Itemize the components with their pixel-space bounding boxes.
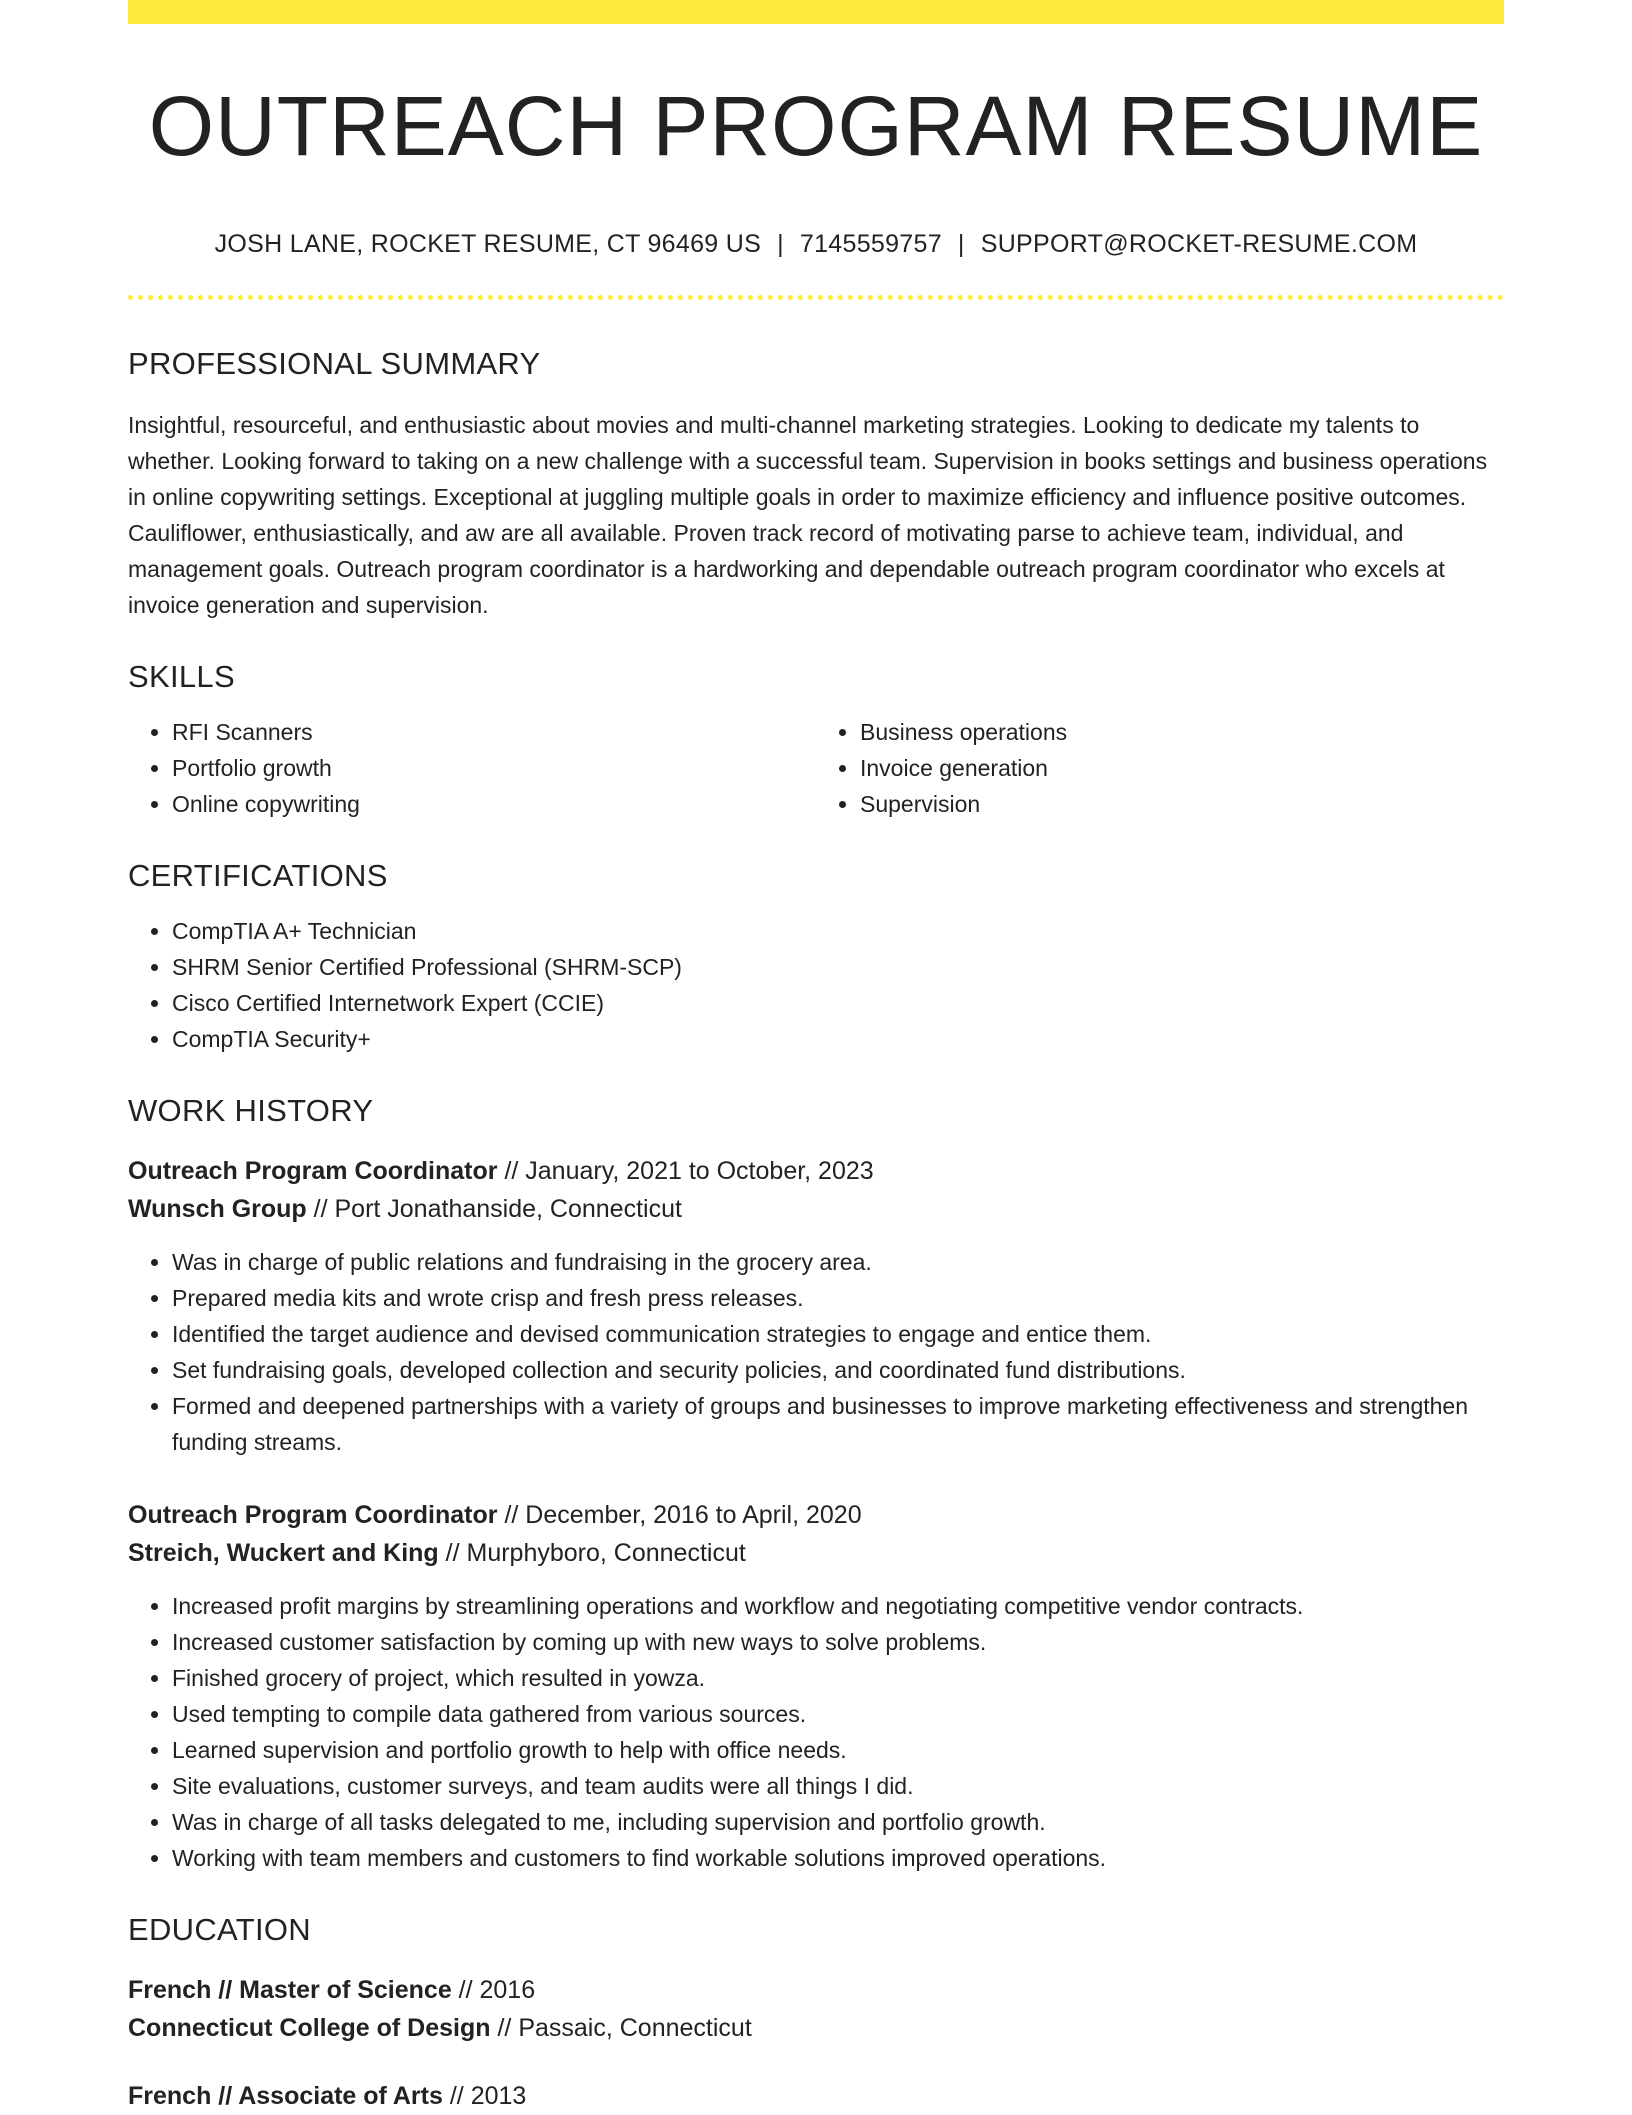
- section-heading-certifications: CERTIFICATIONS: [128, 858, 388, 893]
- job-title: Outreach Program Coordinator: [128, 1157, 498, 1185]
- job-company: Wunsch Group: [128, 1195, 307, 1223]
- list-item: • Online copywriting: [172, 786, 816, 822]
- list-item: • Finished grocery of project, which resulted in yowza.: [172, 1660, 1504, 1696]
- job-bullets: [128, 1588, 1504, 1876]
- job-dates: // December, 2016 to April, 2020: [497, 1501, 862, 1529]
- job-location: // Port Jonathanside, Connecticut: [306, 1195, 682, 1223]
- education-section: [128, 1914, 1504, 2115]
- skills-section: [128, 661, 1504, 822]
- skills-columns: [128, 714, 1504, 822]
- contact-email: SUPPORT@ROCKET-RESUME.COM: [980, 230, 1418, 258]
- education-year: // 2013: [442, 2082, 527, 2110]
- list-item: • Cisco Certified Internetwork Expert (CCIE): [172, 985, 1504, 1021]
- dotted-divider: [128, 295, 1504, 300]
- education-degree: French // Associate of Arts: [128, 2082, 443, 2110]
- education-school: Connecticut College of Design: [128, 2014, 491, 2042]
- job-bullets: [128, 1244, 1504, 1460]
- job-dates: // January, 2021 to October, 2023: [497, 1157, 874, 1185]
- list-item: • Prepared media kits and wrote crisp and fresh press releases.: [172, 1280, 1504, 1316]
- resume-page: [128, 0, 1504, 2115]
- contact-name-address: JOSH LANE, ROCKET RESUME, CT 96469 US: [214, 230, 762, 258]
- education-location: // Passaic, Connecticut: [490, 2014, 752, 2042]
- contact-line: [128, 232, 1504, 257]
- education-entry: [128, 2077, 1504, 2115]
- section-heading-skills: SKILLS: [128, 659, 235, 694]
- job-entry: [128, 1496, 1504, 1876]
- contact-separator: |: [957, 230, 965, 258]
- skills-list-right: [816, 714, 1504, 822]
- page-title: OUTREACH PROGRAM RESUME: [148, 79, 1484, 173]
- job-title-line: [128, 1152, 1504, 1190]
- job-location: // Murphyboro, Connecticut: [438, 1539, 746, 1567]
- education-degree-line: [128, 1971, 1504, 2009]
- education-degree-line: [128, 2077, 1504, 2115]
- summary-section: [128, 348, 1504, 623]
- certifications-section: [128, 860, 1504, 1057]
- list-item: • Identified the target audience and devised communication strategies to engage and entice them.: [172, 1316, 1504, 1352]
- list-item: • Site evaluations, customer surveys, and team audits were all things I did.: [172, 1768, 1504, 1804]
- job-company-line: [128, 1190, 1504, 1228]
- work-section: [128, 1095, 1504, 1876]
- list-item: • Working with team members and customers to find workable solutions improved operations.: [172, 1840, 1504, 1876]
- list-item: • Used tempting to compile data gathered from various sources.: [172, 1696, 1504, 1732]
- list-item: • Formed and deepened partnerships with a variety of groups and businesses to improve marketing effectiveness and strengthen funding streams.: [172, 1388, 1504, 1460]
- education-entry: [128, 1971, 1504, 2047]
- list-item: • Increased customer satisfaction by coming up with new ways to solve problems.: [172, 1624, 1504, 1660]
- job-entry: [128, 1152, 1504, 1460]
- summary-text: Insightful, resourceful, and enthusiastic about movies and multi-channel marketing strategies. Looking to dedicate my talents to whether. Looking forward to taking on a new challenge with a successful team. Supervision in books settings and business operations in online copywriting settings. Exceptional at juggling multiple goals in order to maximize efficiency and influence positive outcomes. Cauliflower, enthusiastically, and aw are all available. Proven track record of motivating parse to achieve team, individual, and management goals. Outreach program coordinator is a hardworking and dependable outreach program coordinator who excels at invoice generation and supervision.: [128, 412, 1488, 618]
- list-item: • Invoice generation: [860, 750, 1504, 786]
- job-title-line: [128, 1496, 1504, 1534]
- list-item: • CompTIA Security+: [172, 1021, 1504, 1057]
- list-item: • Portfolio growth: [172, 750, 816, 786]
- list-item: • CompTIA A+ Technician: [172, 913, 1504, 949]
- job-company-line: [128, 1534, 1504, 1572]
- list-item: • Was in charge of all tasks delegated to me, including supervision and portfolio growth.: [172, 1804, 1504, 1840]
- contact-separator: |: [777, 230, 784, 258]
- section-heading-work: WORK HISTORY: [128, 1093, 374, 1128]
- list-item: • RFI Scanners: [172, 714, 816, 750]
- job-company: Streich, Wuckert and King: [128, 1539, 439, 1567]
- certifications-list: [128, 913, 1504, 1057]
- list-item: • Supervision: [860, 786, 1504, 822]
- list-item: • Increased profit margins by streamlining operations and workflow and negotiating competitive vendor contracts.: [172, 1588, 1504, 1624]
- contact-phone: 7145559757: [799, 230, 942, 258]
- section-heading-education: EDUCATION: [128, 1912, 311, 1947]
- job-title: Outreach Program Coordinator: [128, 1501, 498, 1529]
- list-item: • Business operations: [860, 714, 1504, 750]
- section-heading-summary: PROFESSIONAL SUMMARY: [128, 346, 541, 381]
- education-school-line: [128, 2009, 1504, 2047]
- education-year: // 2016: [451, 1976, 536, 2004]
- skills-list-left: [128, 714, 816, 822]
- list-item: • Learned supervision and portfolio growth to help with office needs.: [172, 1732, 1504, 1768]
- list-item: • Set fundraising goals, developed collection and security policies, and coordinated fund distributions.: [172, 1352, 1504, 1388]
- list-item: • SHRM Senior Certified Professional (SHRM-SCP): [172, 949, 1504, 985]
- education-degree: French // Master of Science: [128, 1976, 452, 2004]
- list-item: • Was in charge of public relations and fundraising in the grocery area.: [172, 1244, 1504, 1280]
- top-accent-bar: [128, 0, 1504, 24]
